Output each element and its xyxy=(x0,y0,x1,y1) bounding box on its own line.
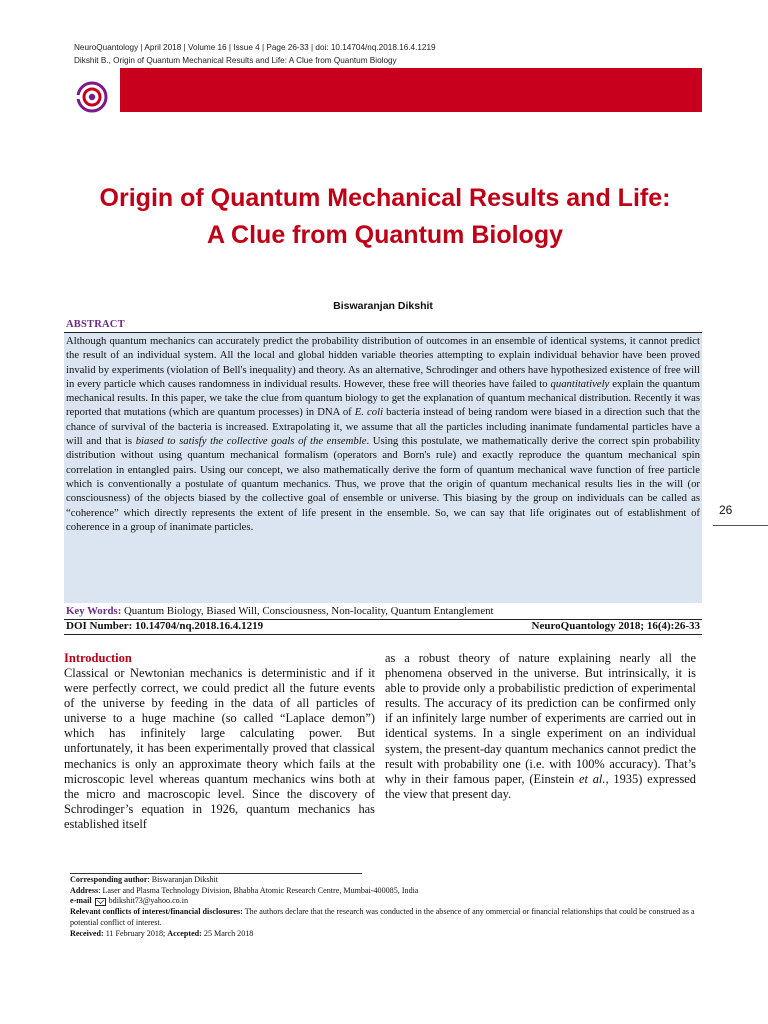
article-title xyxy=(40,180,730,254)
keywords-text: Quantum Biology, Biased Will, Consciousness, Non-locality, Quantum Entanglement xyxy=(121,605,494,617)
envelope-icon xyxy=(95,898,106,906)
running-title-line: Dikshit B., Origin of Quantum Mechanical Results and Life: A Clue from Quantum Biology xyxy=(74,56,397,65)
conflict-statement: Relevant conflicts of interest/financial disclosures: The authors declare that the research was conducted in the absence of any ommercial or financial relationships that could be construed as a potential conflict of interest. xyxy=(70,907,695,927)
header-color-bar xyxy=(120,68,702,112)
received-accepted-dates: Received: 11 February 2018; Accepted: 25 March 2018 xyxy=(70,928,254,938)
abstract-text: Although quantum mechanics can accurately predict the probability distribution of outcomes in an ensemble of identical systems, it cannot predict the result of an individual system. All the local and global hidden variable theories attempting to explain individual behavior have been proved invalid by experiments (violation of Bell's inequality) and theory. As an alternative, Schrodinger and others have hypothesized existence of free will in every particle which causes randomness in individual results. However, these free will theories have failed to quantitatively explain the quantum mechanical results. In this paper, we take the clue from quantum biology to get the explanation of quantum mechanical distribution. Recently it was reported that mutations (which are quantum processes) in DNA of E. coli bacteria instead of being random were biased in a direction such that the chance of survival of the bacteria is increased. Extrapolating it, we assume that all the particles including inanimate fundamental particles have a will and that is biased to satisfy the collective goals of the ensemble. Using this postulate, we mathematically derive the correct spin probability distribution without using quantum mechanical formalism (operators and Born's rule) and exactly reproduce the quantum mechanical spin correlation in entangled pairs. Using our concept, we also mathematically derive the form of quantum mechanical wave function of free particle which is conventionally a postulate of quantum mechanics. Thus, we prove that the origin of quantum mechanical results lies in the will (or consciousness) of the objects biased by the collective goal of ensemble or universe. This biasing by the group on individuals can be called as “coherence” which directly represents the extent of life present in the ensemble. So, we can say that life originates out of establishment of coherence in a group of inanimate particles. xyxy=(66,335,700,533)
author-name: Biswaranjan Dikshit xyxy=(333,300,433,312)
corresponding-author: Corresponding author: Biswaranjan Dikshit xyxy=(70,875,219,884)
journal-citation: NeuroQuantology 2018; 16(4):26-33 xyxy=(531,620,700,632)
introduction-column-right: as a robust theory of nature explaining nearly all the phenomena observed in the universe. But intrinsically, it is able to provide only a probabilistic prediction of experimental results. The accuracy of its prediction can be confirmed only if an infinitely large number of experiments are carried out in identical systems. In a single experiment on an individual system, the present-day quantum mechanics cannot predict the result with probability one (i.e. with 100% accuracy). That’s why in their famous paper, (Einstein et al., 1935) expressed the view that present day. xyxy=(385,651,696,801)
abstract-top-rule xyxy=(64,332,702,333)
page-number-rule xyxy=(713,525,768,526)
footnote-block xyxy=(70,875,704,939)
keywords-line xyxy=(66,605,494,617)
introduction-column-left: Classical or Newtonian mechanics is deterministic and if it were perfectly correct, we could predict all the future events of the universe by feeding in the data of all particles of universe to a huge machine (so called “Laplace demon”) which has infinitely large calculating power. But unfortunately, it has been experimentally proved that classical mechanics is only an approximate theory which fails at the microscopic level whereas quantum mechanics wins both at the micro and macroscopic level. Since the discovery of Schrodinger’s equation in 1926, quantum mechanics has established itself xyxy=(64,666,375,831)
journal-logo-icon xyxy=(75,80,109,114)
author-email: e-mail bdikshit73@yahoo.co.in xyxy=(70,896,189,906)
page-number: 26 xyxy=(719,503,733,517)
doi-number: DOI Number: 10.14704/nq.2018.16.4.1219 xyxy=(66,620,264,632)
author-address: Address: Laser and Plasma Technology Division, Bhabha Atomic Research Centre, Mumbai-400085, India xyxy=(70,885,419,895)
introduction-heading: Introduction xyxy=(64,651,132,665)
doi-rule xyxy=(64,634,702,635)
article-title-line1: Origin of Quantum Mechanical Results and Life: xyxy=(99,184,671,212)
footnote-rule xyxy=(70,873,362,874)
journal-header-line: NeuroQuantology | April 2018 | Volume 16 | Issue 4 | Page 26-33 | doi: 10.14704/nq.2018.16.4.1219 xyxy=(74,43,436,52)
keywords-label: Key Words: xyxy=(66,605,122,617)
article-title-line2: A Clue from Quantum Biology xyxy=(206,221,564,249)
abstract-heading: ABSTRACT xyxy=(66,319,125,330)
